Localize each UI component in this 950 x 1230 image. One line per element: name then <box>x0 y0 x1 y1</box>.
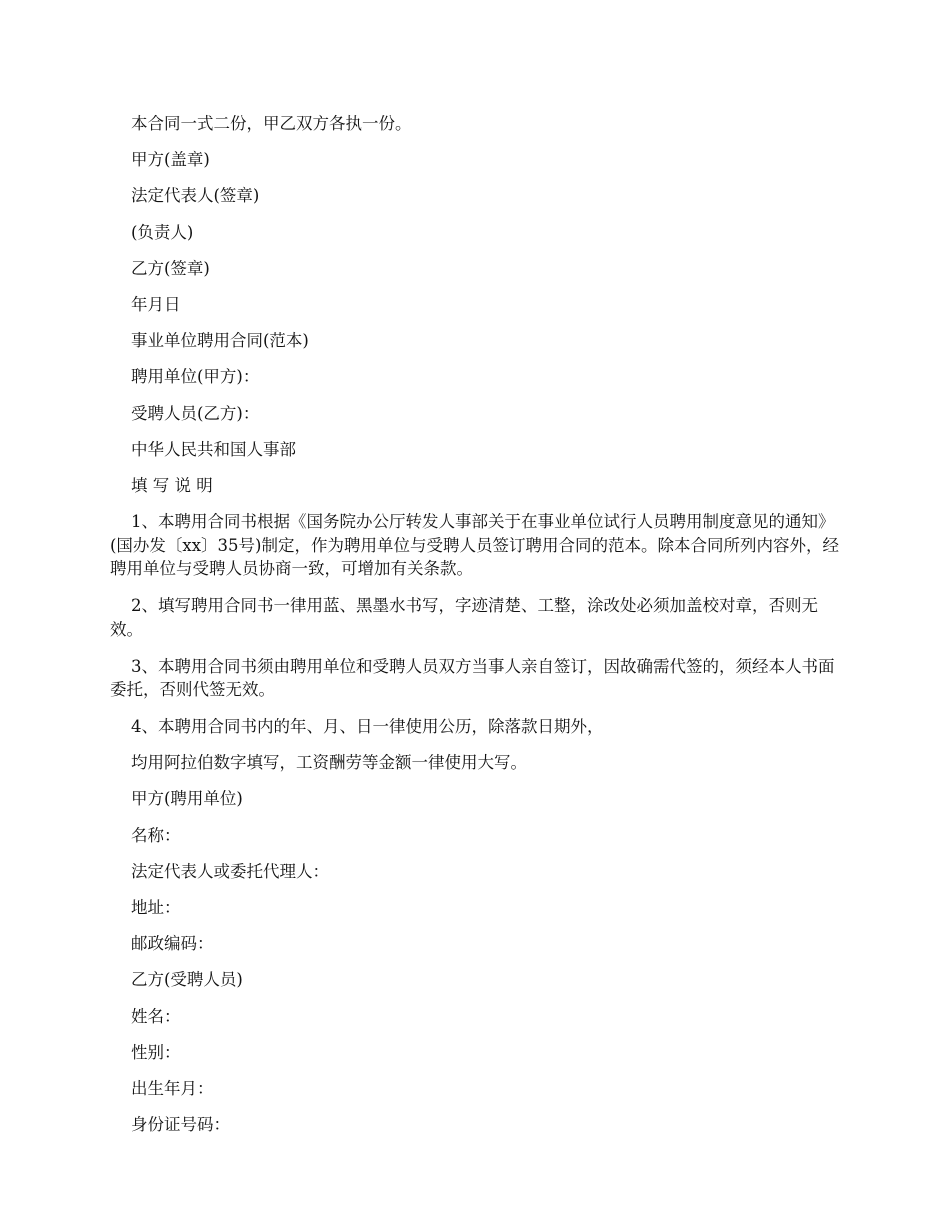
representative-field-label: 法定代表人或委托代理人： <box>131 861 329 881</box>
instructions-heading: 填 写 说 明 <box>131 475 213 495</box>
instruction-item-4-continued: 均用阿拉伯数字填写，工资酬劳等金额一律使用大写。 <box>131 753 527 773</box>
employee-label: 受聘人员(乙方)： <box>131 403 260 423</box>
instruction-item-2: 2、填写聘用合同书一律用蓝、黑墨水书写，字迹清楚、工整，涂改处必须加盖校对章，否则无效。 <box>110 596 818 639</box>
party-b-signature-label: 乙方(签章) <box>131 258 210 278</box>
date-label: 年月日 <box>131 294 181 314</box>
gender-field-label: 性别： <box>131 1042 181 1062</box>
person-name-field-label: 姓名： <box>131 1006 181 1026</box>
copies-statement: 本合同一式二份，甲乙双方各执一份。 <box>131 114 412 133</box>
postal-code-field-label: 邮政编码： <box>131 934 214 954</box>
id-number-field-label: 身份证号码： <box>131 1115 230 1135</box>
name-field-label: 名称： <box>131 825 181 845</box>
responsible-person-label: (负责人) <box>131 222 194 242</box>
party-a-section-heading: 甲方(聘用单位) <box>131 789 243 809</box>
employer-label: 聘用单位(甲方)： <box>131 367 260 387</box>
instruction-item-4: 4、本聘用合同书内的年、月、日一律使用公历，除落款日期外， <box>131 717 604 737</box>
party-b-section-heading: 乙方(受聘人员) <box>131 970 243 990</box>
contract-title: 事业单位聘用合同(范本) <box>131 331 309 351</box>
instruction-item-3: 3、本聘用合同书须由聘用单位和受聘人员双方当事人亲自签订，因故确需代签的，须经本人书面委托，否则代签无效。 <box>110 656 835 700</box>
issuing-authority: 中华人民共和国人事部 <box>131 439 296 459</box>
address-field-label: 地址： <box>131 898 181 917</box>
legal-representative-signature-label: 法定代表人(签章) <box>131 186 260 206</box>
party-a-seal-label: 甲方(盖章) <box>131 150 210 170</box>
birth-date-field-label: 出生年月： <box>131 1078 214 1098</box>
instruction-item-1: 1、本聘用合同书根据《国务院办公厅转发人事部关于在事业单位试行人员聘用制度意见的通知》(国办发〔xx〕35号)制定，作为聘用单位与受聘人员签订聘用合同的范本。除本合同所列内容外，经聘用单位与受聘人员协商一致，可增加有关条款。 <box>110 512 839 579</box>
